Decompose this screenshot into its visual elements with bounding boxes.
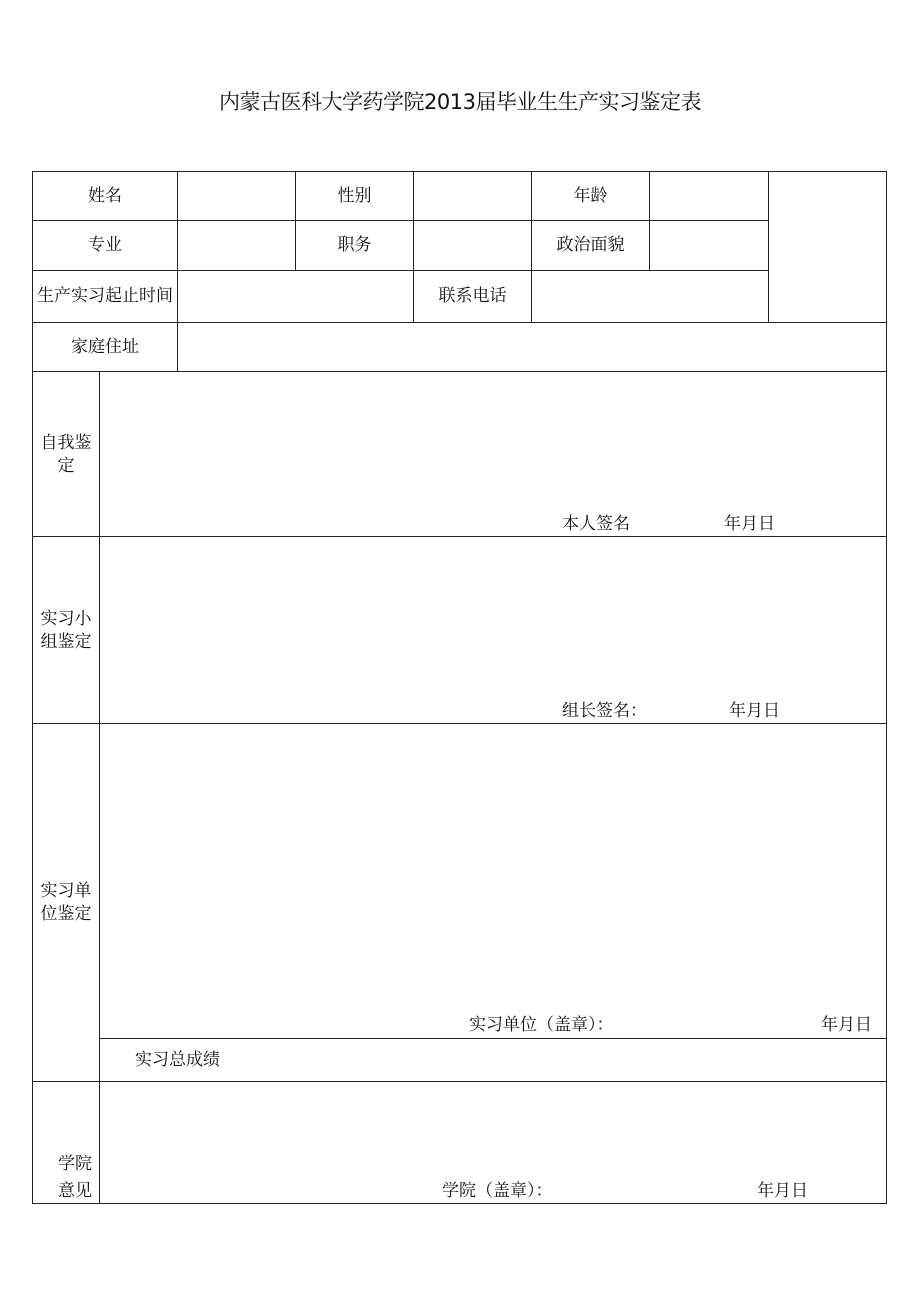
self-assessment-field[interactable] (100, 372, 886, 512)
political-status-label: 政治面貌 (556, 235, 625, 255)
name-field[interactable] (178, 172, 295, 220)
self-assessment-label: 自我鉴定 (40, 433, 92, 476)
position-label: 职务 (337, 235, 372, 255)
phone-label: 联系电话 (438, 286, 507, 306)
unit-date-label: 年月日 (821, 1015, 872, 1035)
internship-period-field[interactable] (178, 271, 413, 322)
unit-assessment-field[interactable] (100, 724, 886, 1009)
group-leader-signature-label: 组长签名： (562, 701, 647, 721)
home-address-field[interactable] (178, 323, 886, 371)
home-address-label: 家庭住址 (71, 336, 139, 357)
group-date-label: 年月日 (729, 701, 780, 721)
self-signature-label: 本人签名 (562, 514, 630, 534)
group-assessment-label: 实习小组鉴定 (40, 609, 92, 652)
political-status-field[interactable] (650, 221, 768, 270)
age-field[interactable] (650, 172, 768, 220)
college-opinion-field[interactable] (100, 1082, 886, 1177)
total-score-label: 实习总成绩 (135, 1050, 220, 1070)
unit-assessment-label: 实习单位鉴定 (40, 881, 92, 924)
college-opinion-label-line2: 意见 (58, 1181, 92, 1201)
age-label: 年龄 (573, 185, 608, 206)
gender-label: 性别 (337, 185, 372, 206)
major-field[interactable] (178, 221, 295, 270)
position-field[interactable] (414, 221, 531, 270)
internship-period-label: 生产实习起止时间 (37, 286, 173, 306)
gender-field[interactable] (414, 172, 531, 220)
phone-field[interactable] (532, 271, 768, 322)
college-date-label: 年月日 (757, 1181, 808, 1201)
page-title: 内蒙古医科大学药学院2013届毕业生生产实习鉴定表 (219, 90, 701, 114)
group-assessment-field[interactable] (100, 537, 886, 697)
unit-stamp-label: 实习单位（盖章）： (469, 1015, 614, 1035)
major-label: 专业 (88, 235, 122, 255)
self-date-label: 年月日 (724, 514, 775, 534)
college-opinion-label-line1: 学院 (58, 1154, 92, 1174)
college-stamp-label: 学院（盖章）： (442, 1181, 553, 1201)
total-score-field[interactable] (240, 1039, 886, 1080)
photo-area (769, 172, 886, 322)
name-label: 姓名 (88, 185, 122, 206)
